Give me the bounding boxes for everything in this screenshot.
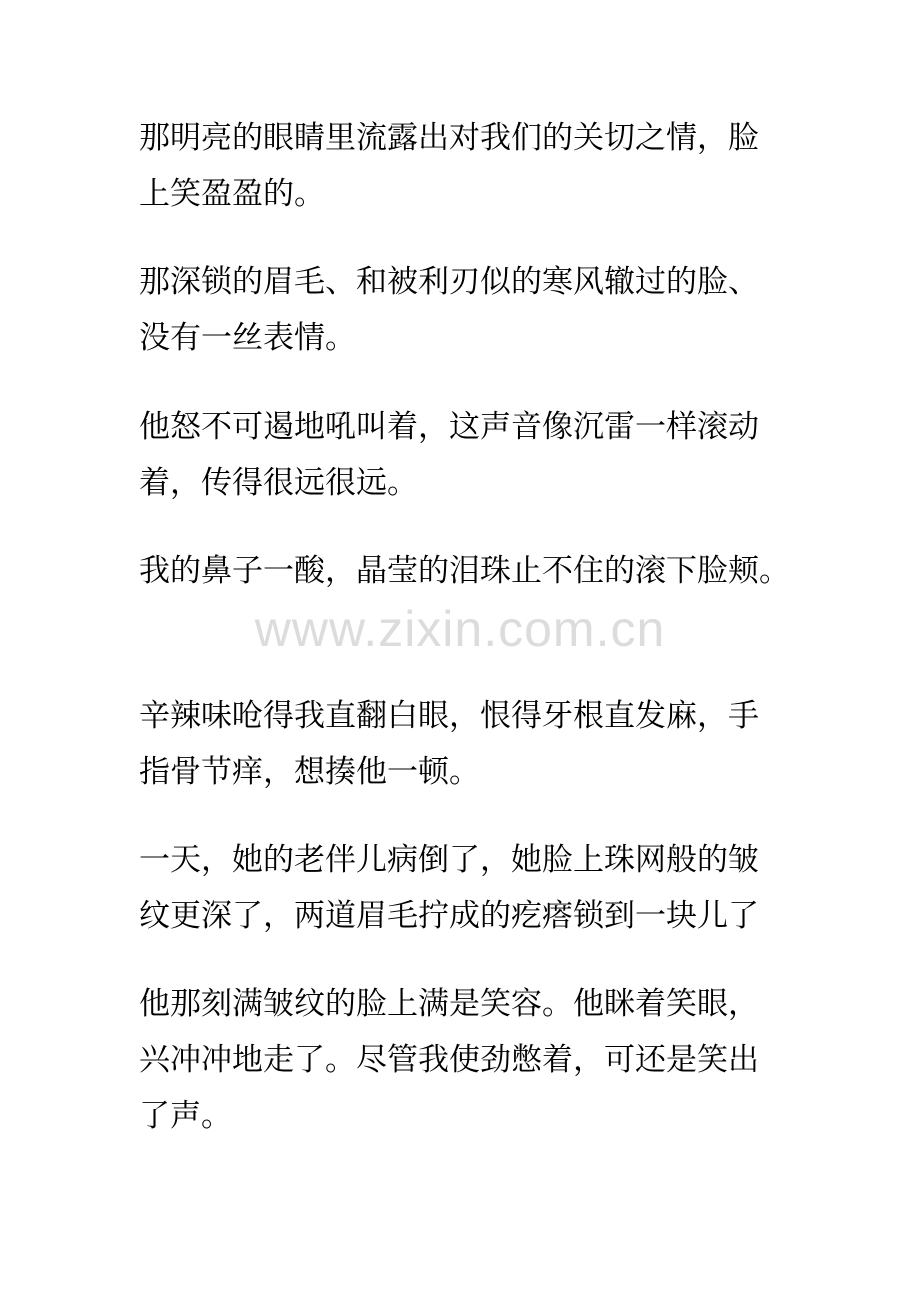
paragraph-line: 辛辣味呛得我直翻白眼，恨得牙根直发麻，手 xyxy=(139,698,759,734)
paragraph-line: 上笑盈盈的。 xyxy=(139,176,325,212)
paragraph-1 xyxy=(139,110,819,222)
paragraph-line: 兴冲冲地走了。尽管我使劲憋着，可还是笑出 xyxy=(139,1042,759,1078)
paragraph-line: 他怒不可遏地吼叫着，这声音像沉雷一样滚动 xyxy=(139,409,759,445)
paragraph-5 xyxy=(139,688,819,800)
paragraph-2 xyxy=(139,254,819,366)
paragraph-line: 一天，她的老伴儿病倒了，她脸上珠网般的皱 xyxy=(139,842,759,878)
paragraph-line: 了声。 xyxy=(139,1098,232,1134)
paragraph-line: 着，传得很远很远。 xyxy=(139,465,418,501)
paragraph-6 xyxy=(139,832,819,944)
paragraph-line: 我的鼻子一酸，晶莹的泪珠止不住的滚下脸颊。 xyxy=(139,553,790,589)
watermark: www.zixin.com.cn xyxy=(254,601,666,657)
paragraph-4 xyxy=(139,543,819,599)
paragraph-line: 他那刻满皱纹的脸上满是笑容。他眯着笑眼， xyxy=(139,986,759,1022)
paragraph-line: 没有一丝表情。 xyxy=(139,320,356,356)
paragraph-line: 那明亮的眼睛里流露出对我们的关切之情，脸 xyxy=(139,120,759,156)
paragraph-7 xyxy=(139,976,819,1144)
paragraph-line: 那深锁的眉毛、和被利刃似的寒风辙过的脸、 xyxy=(139,264,759,300)
paragraph-3 xyxy=(139,399,819,511)
paragraph-line: 指骨节痒，想揍他一顿。 xyxy=(139,754,480,790)
paragraph-line: 纹更深了，两道眉毛拧成的疙瘩锁到一块儿了 xyxy=(139,898,759,934)
